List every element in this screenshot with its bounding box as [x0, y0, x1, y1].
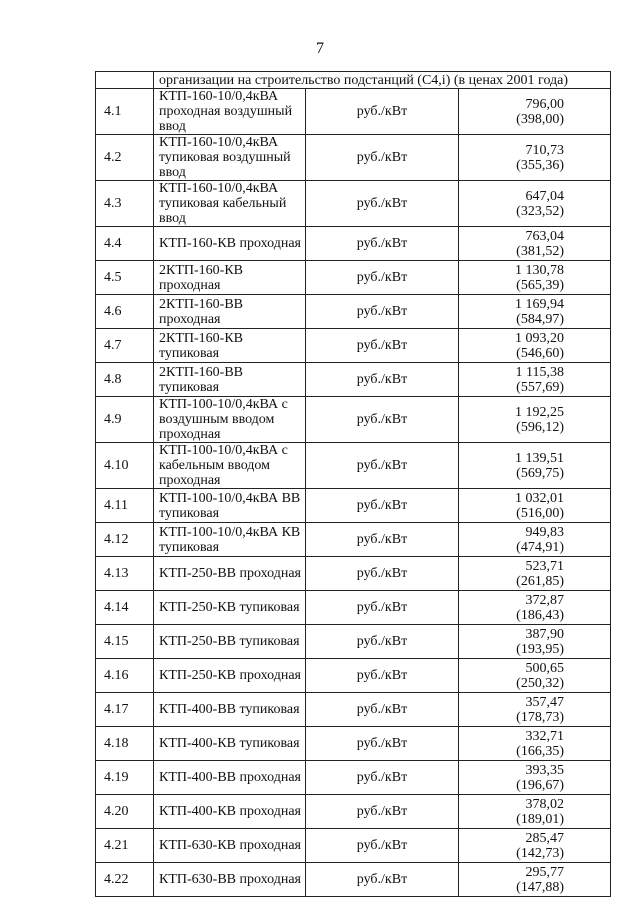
row-value-cell [458, 135, 610, 181]
row-unit: руб./кВт [306, 761, 458, 795]
table-row [96, 443, 611, 489]
row-unit: руб./кВт [306, 829, 458, 863]
row-value: 357,47 [525, 694, 564, 710]
table-row [96, 761, 611, 795]
row-name: КТП-160-10/0,4кВА тупиковая воздушный ввод [154, 135, 306, 181]
row-unit: руб./кВт [306, 795, 458, 829]
table-row [96, 295, 611, 329]
row-value: 523,71 [525, 558, 564, 574]
row-unit: руб./кВт [306, 89, 458, 135]
row-value-cell [458, 659, 610, 693]
table-row [96, 659, 611, 693]
row-value-cell [458, 795, 610, 829]
row-value-cell [458, 89, 610, 135]
row-unit: руб./кВт [306, 329, 458, 363]
row-value: 1 115,38 [515, 364, 564, 380]
row-value: 332,71 [525, 728, 564, 744]
table-row [96, 795, 611, 829]
table-row [96, 523, 611, 557]
row-value: 647,04 [525, 188, 564, 204]
table-row [96, 261, 611, 295]
table-row [96, 227, 611, 261]
table-row [96, 181, 611, 227]
row-number: 4.22 [96, 863, 154, 897]
row-unit: руб./кВт [306, 363, 458, 397]
row-value: 500,65 [525, 660, 564, 676]
row-value: 710,73 [525, 142, 564, 158]
row-value: 1 169,94 [515, 296, 564, 312]
table-row [96, 557, 611, 591]
row-number: 4.17 [96, 693, 154, 727]
row-unit: руб./кВт [306, 591, 458, 625]
row-value-cell [458, 227, 610, 261]
row-name: КТП-250-КВ тупиковая [154, 591, 306, 625]
row-name: КТП-630-ВВ проходная [154, 863, 306, 897]
row-name: КТП-400-КВ проходная [154, 795, 306, 829]
row-value: 1 192,25 [515, 404, 564, 420]
row-value-cell [458, 693, 610, 727]
row-name: 2КТП-160-КВ тупиковая [154, 329, 306, 363]
header-empty-cell [96, 72, 154, 89]
table-row [96, 489, 611, 523]
row-number: 4.11 [96, 489, 154, 523]
table-row [96, 591, 611, 625]
row-value-cell [458, 829, 610, 863]
row-number: 4.9 [96, 397, 154, 443]
row-value: 387,90 [525, 626, 564, 642]
row-unit: руб./кВт [306, 397, 458, 443]
table-row [96, 727, 611, 761]
row-value-2001: (557,69) [516, 379, 564, 395]
table-row [96, 363, 611, 397]
row-number: 4.18 [96, 727, 154, 761]
row-unit: руб./кВт [306, 693, 458, 727]
row-number: 4.21 [96, 829, 154, 863]
table-row [96, 329, 611, 363]
row-value: 393,35 [525, 762, 564, 778]
header-text-cell [154, 72, 611, 89]
row-value: 1 093,20 [515, 330, 564, 346]
row-value-2001: (398,00) [516, 111, 564, 127]
row-unit: руб./кВт [306, 625, 458, 659]
row-value-cell [458, 863, 610, 897]
row-value-2001: (178,73) [516, 709, 564, 725]
row-unit: руб./кВт [306, 863, 458, 897]
table-row [96, 693, 611, 727]
table-header-row [96, 72, 611, 89]
row-value-2001: (323,52) [516, 203, 564, 219]
row-name: КТП-250-ВВ тупиковая [154, 625, 306, 659]
row-value-2001: (166,35) [516, 743, 564, 759]
row-number: 4.13 [96, 557, 154, 591]
row-name: КТП-400-КВ тупиковая [154, 727, 306, 761]
row-value-cell [458, 489, 610, 523]
row-value: 295,77 [525, 864, 564, 880]
table-row [96, 135, 611, 181]
row-number: 4.19 [96, 761, 154, 795]
row-value-cell [458, 591, 610, 625]
row-value-cell [458, 727, 610, 761]
row-value-2001: (142,73) [516, 845, 564, 861]
row-unit: руб./кВт [306, 443, 458, 489]
row-value-cell [458, 329, 610, 363]
row-number: 4.1 [96, 89, 154, 135]
row-number: 4.7 [96, 329, 154, 363]
row-name: КТП-100-10/0,4кВА с кабельным вводом проходная [154, 443, 306, 489]
row-number: 4.2 [96, 135, 154, 181]
row-name: 2КТП-160-ВВ тупиковая [154, 363, 306, 397]
row-name: КТП-100-10/0,4кВА с воздушным вводом проходная [154, 397, 306, 443]
row-value: 763,04 [525, 228, 564, 244]
row-number: 4.6 [96, 295, 154, 329]
row-unit: руб./кВт [306, 261, 458, 295]
table-row [96, 863, 611, 897]
row-value-2001: (596,12) [516, 419, 564, 435]
row-number: 4.8 [96, 363, 154, 397]
row-value-2001: (261,85) [516, 573, 564, 589]
row-value-cell [458, 761, 610, 795]
table-row [96, 397, 611, 443]
row-number: 4.12 [96, 523, 154, 557]
row-value-2001: (516,00) [516, 505, 564, 521]
row-name: КТП-160-КВ проходная [154, 227, 306, 261]
row-value-2001: (584,97) [516, 311, 564, 327]
row-value-cell [458, 557, 610, 591]
row-number: 4.16 [96, 659, 154, 693]
row-number: 4.3 [96, 181, 154, 227]
row-value-cell [458, 443, 610, 489]
row-value-2001: (546,60) [516, 345, 564, 361]
rates-table [95, 71, 611, 897]
row-name: КТП-630-КВ проходная [154, 829, 306, 863]
row-unit: руб./кВт [306, 295, 458, 329]
row-value: 378,02 [525, 796, 564, 812]
rates-table-body [96, 72, 611, 897]
row-name: КТП-400-ВВ проходная [154, 761, 306, 795]
row-name: КТП-250-ВВ проходная [154, 557, 306, 591]
row-number: 4.5 [96, 261, 154, 295]
row-value: 949,83 [525, 524, 564, 540]
table-row [96, 829, 611, 863]
row-value-2001: (569,75) [516, 465, 564, 481]
row-value-2001: (565,39) [516, 277, 564, 293]
row-value-2001: (355,36) [516, 157, 564, 173]
row-number: 4.15 [96, 625, 154, 659]
row-value: 796,00 [525, 96, 564, 112]
row-number: 4.4 [96, 227, 154, 261]
row-value-cell [458, 295, 610, 329]
row-value-cell [458, 523, 610, 557]
row-value-cell [458, 261, 610, 295]
row-value-2001: (189,01) [516, 811, 564, 827]
row-unit: руб./кВт [306, 727, 458, 761]
row-name: КТП-400-ВВ тупиковая [154, 693, 306, 727]
row-value-2001: (250,32) [516, 675, 564, 691]
row-value-2001: (186,43) [516, 607, 564, 623]
row-value-2001: (474,91) [516, 539, 564, 555]
row-unit: руб./кВт [306, 181, 458, 227]
row-name: 2КТП-160-ВВ проходная [154, 295, 306, 329]
row-unit: руб./кВт [306, 227, 458, 261]
page-number: 7 [316, 40, 324, 57]
row-value-cell [458, 397, 610, 443]
row-number: 4.20 [96, 795, 154, 829]
row-value-2001: (196,67) [516, 777, 564, 793]
row-number: 4.14 [96, 591, 154, 625]
row-value: 285,47 [525, 830, 564, 846]
row-name: КТП-100-10/0,4кВА ВВ тупиковая [154, 489, 306, 523]
row-name: КТП-250-КВ проходная [154, 659, 306, 693]
row-value-cell [458, 363, 610, 397]
row-unit: руб./кВт [306, 135, 458, 181]
row-value: 1 139,51 [515, 450, 564, 466]
header-text: организации на строительство подстанций (С4,i) (в ценах 2001 года) [159, 72, 569, 88]
row-value: 372,87 [525, 592, 564, 608]
row-unit: руб./кВт [306, 659, 458, 693]
row-value-cell [458, 625, 610, 659]
row-value: 1 130,78 [515, 262, 564, 278]
row-name: КТП-160-10/0,4кВА проходная воздушный ввод [154, 89, 306, 135]
row-value: 1 032,01 [515, 490, 564, 506]
row-value-2001: (381,52) [516, 243, 564, 259]
row-unit: руб./кВт [306, 523, 458, 557]
row-number: 4.10 [96, 443, 154, 489]
row-value-2001: (147,88) [516, 879, 564, 895]
row-unit: руб./кВт [306, 557, 458, 591]
row-unit: руб./кВт [306, 489, 458, 523]
table-row [96, 89, 611, 135]
row-value-cell [458, 181, 610, 227]
row-name: КТП-160-10/0,4кВА тупиковая кабельный ввод [154, 181, 306, 227]
table-row [96, 625, 611, 659]
row-name: 2КТП-160-КВ проходная [154, 261, 306, 295]
row-value-2001: (193,95) [516, 641, 564, 657]
row-name: КТП-100-10/0,4кВА КВ тупиковая [154, 523, 306, 557]
